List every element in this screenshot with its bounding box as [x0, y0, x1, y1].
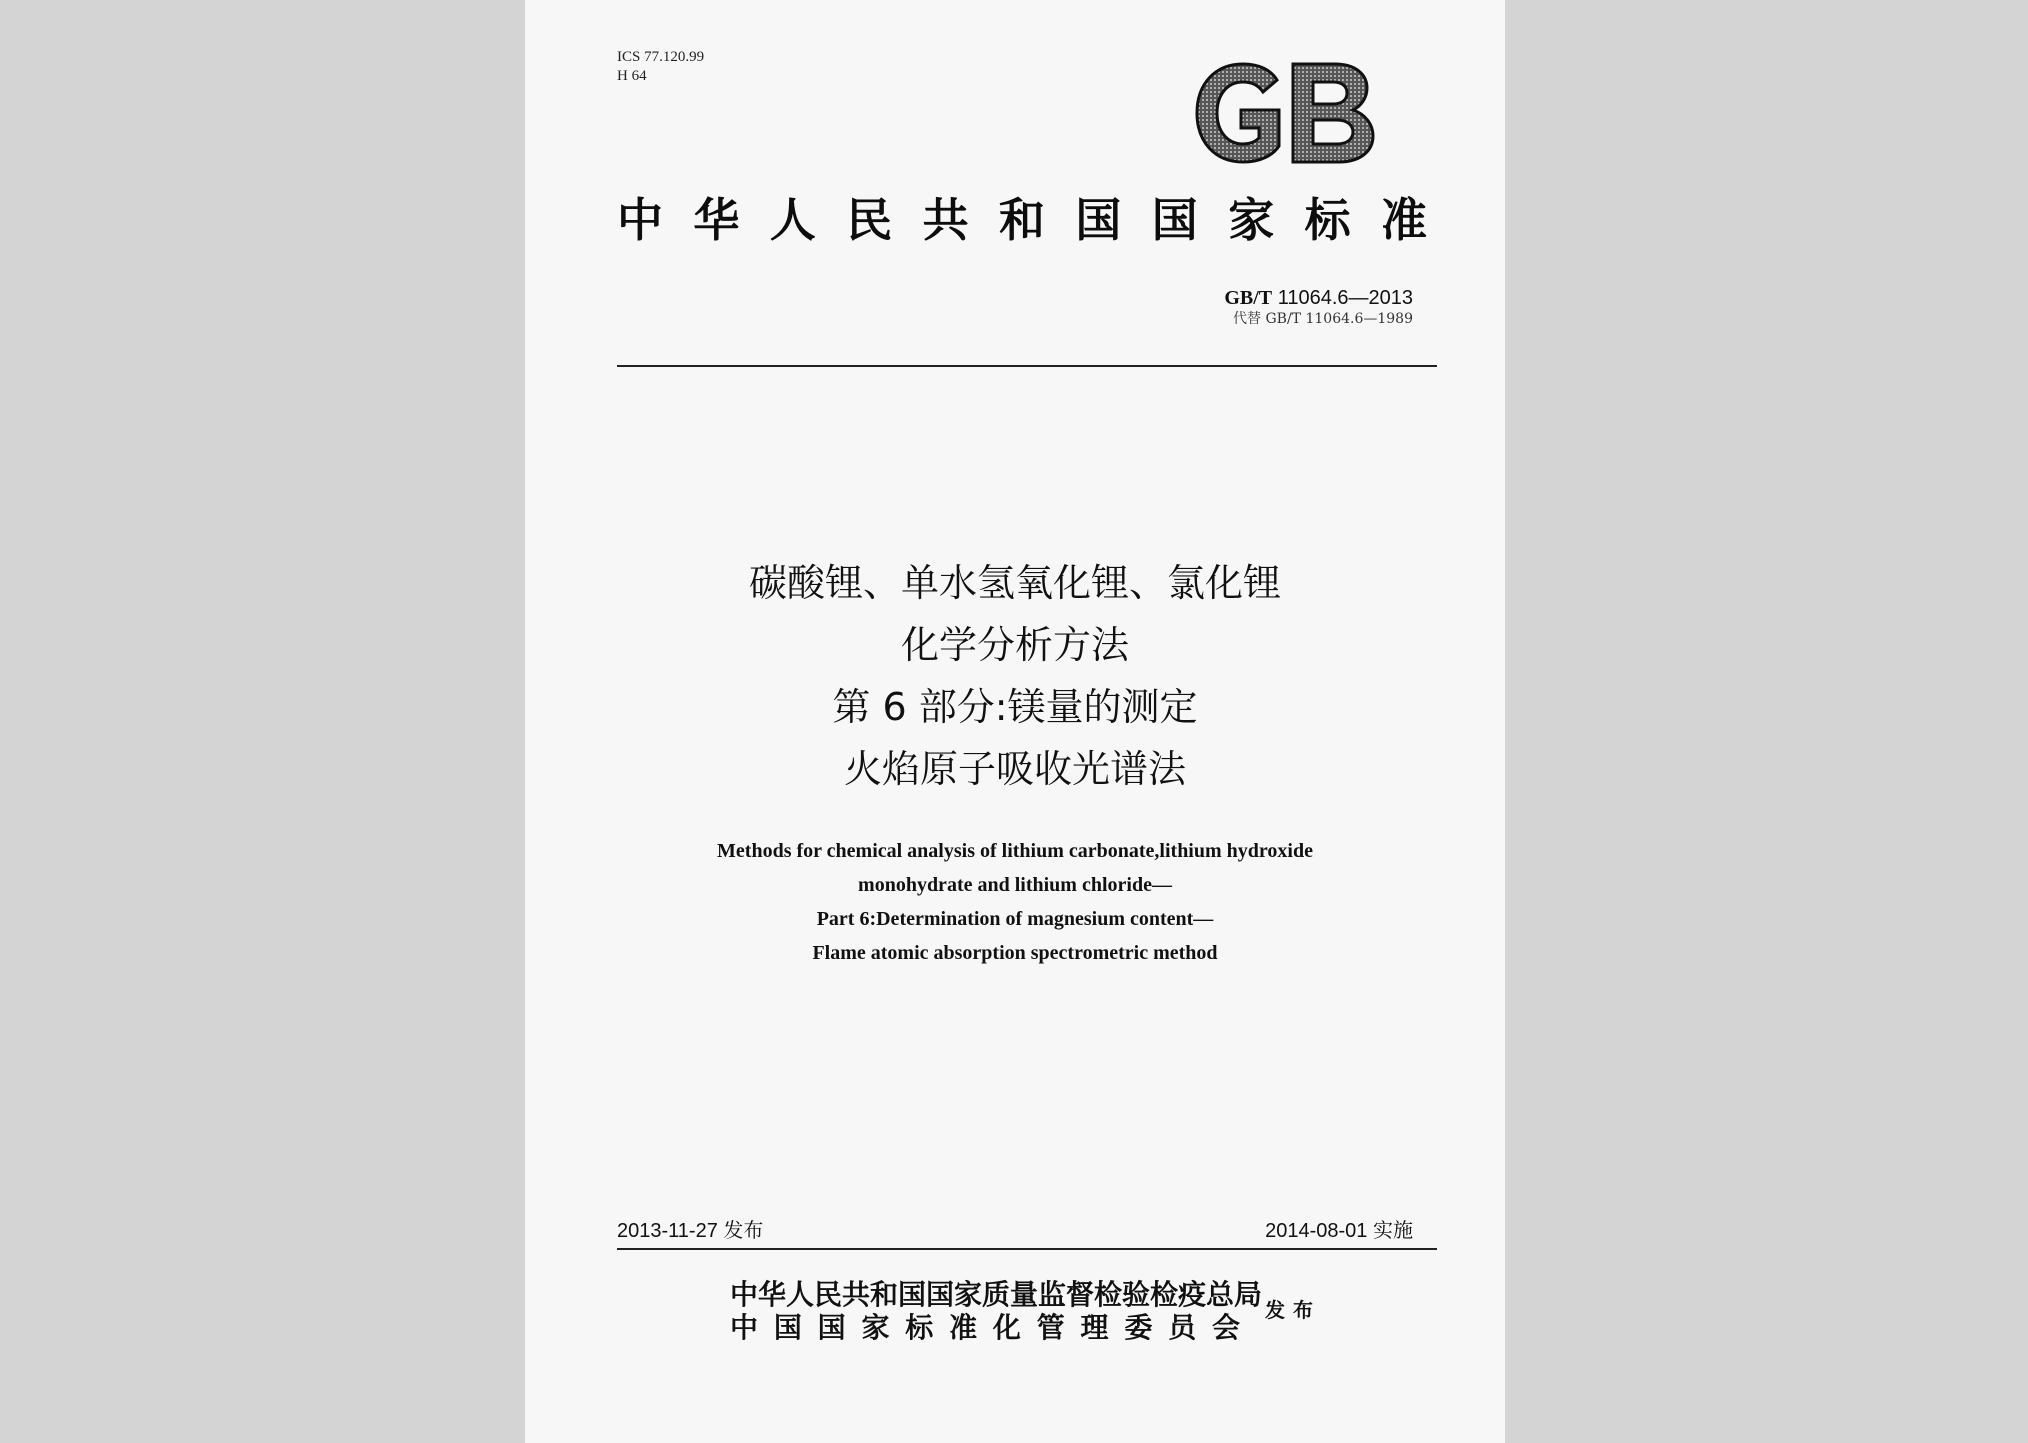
- issuer-sac: 中国国家标准化管理委员会: [730, 1311, 1240, 1344]
- chinese-title-line-1: 碳酸锂、单水氢氧化锂、氯化锂: [748, 561, 1281, 605]
- english-title-line-2: monohydrate and lithium chloride—: [858, 874, 1172, 896]
- gb-logo: [1185, 58, 1385, 168]
- english-title-line-3: Part 6:Determination of magnesium content—: [816, 908, 1214, 930]
- ccs-code: H 64: [617, 68, 647, 84]
- replaces-standard: 代替 GB/T 11064.6—1989: [1233, 311, 1413, 327]
- chinese-title-line-3: 第 6 部分:镁量的测定: [832, 685, 1198, 729]
- standard-code: GB/T: [1224, 287, 1273, 309]
- issuing-authorities: [730, 1278, 1263, 1344]
- bottom-divider: [617, 1248, 1437, 1250]
- standard-code-number: 11064.6—2013: [1277, 287, 1413, 309]
- issue-label: 发布: [1265, 1298, 1321, 1322]
- classification-codes: [617, 48, 704, 86]
- english-title-line-1: Methods for chemical analysis of lithium carbonate,lithium hydroxide: [717, 840, 1313, 862]
- standard-number: [1224, 286, 1413, 310]
- chinese-title: [525, 552, 1505, 800]
- implementation-date: 2014-08-01 实施: [1265, 1220, 1413, 1242]
- document-page: [525, 0, 1505, 1443]
- chinese-title-line-2: 化学分析方法: [900, 623, 1129, 667]
- issue-date: 2013-11-27 发布: [617, 1220, 764, 1242]
- english-title: [525, 834, 1505, 970]
- english-title-line-4: Flame atomic absorption spectrometric method: [812, 942, 1218, 964]
- ics-code: ICS 77.120.99: [617, 49, 705, 65]
- standard-number-block: [1224, 286, 1413, 328]
- issuer-aqsiq: 中华人民共和国国家质量监督检验检疫总局: [730, 1278, 1263, 1311]
- national-standard-title: 中华人民共和国国家标准: [617, 193, 1437, 247]
- chinese-title-line-4: 火焰原子吸收光谱法: [843, 747, 1186, 791]
- top-divider: [617, 365, 1437, 367]
